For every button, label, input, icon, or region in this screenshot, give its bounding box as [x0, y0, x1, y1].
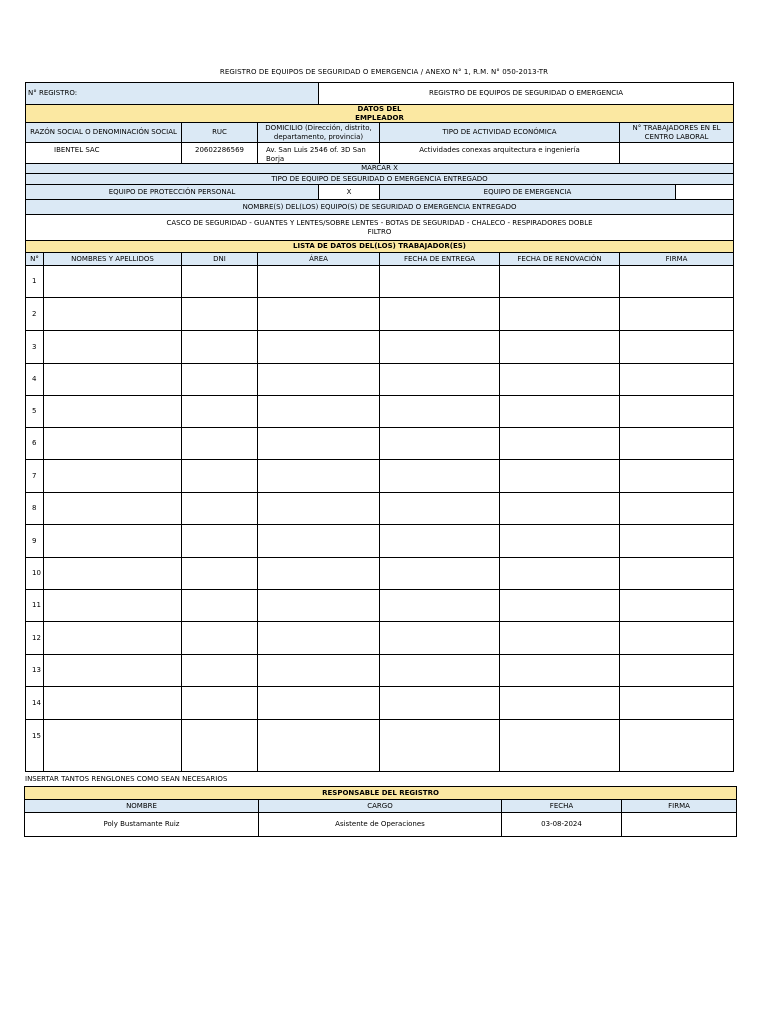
epp-label: EQUIPO DE PROTECCIÓN PERSONAL: [26, 185, 319, 200]
row-fecha-entrega-cell[interactable]: [380, 687, 500, 720]
row-dni-cell[interactable]: [182, 364, 258, 396]
insert-rows-note: INSERTAR TANTOS RENGLONES COMO SEAN NECESARIOS: [25, 775, 228, 783]
row-nombres-cell[interactable]: [44, 720, 182, 772]
row-fecha-entrega-cell[interactable]: [380, 558, 500, 590]
row-nombres-cell[interactable]: [44, 266, 182, 298]
workers-header-row: [26, 253, 734, 266]
col-resp-firma: FIRMA: [622, 800, 737, 813]
table-row: [26, 525, 734, 558]
row-nombres-cell[interactable]: [44, 364, 182, 396]
row-number: 11: [26, 590, 44, 622]
responsable-nombre-value: Poly Bustamante Ruiz: [25, 813, 259, 837]
row-area-cell[interactable]: [258, 493, 380, 525]
col-nombres: NOMBRES Y APELLIDOS: [44, 253, 182, 266]
row-fecha-entrega-cell[interactable]: [380, 331, 500, 364]
workers-section-title: LISTA DE DATOS DEL(LOS) TRABAJADOR(ES): [26, 241, 734, 253]
row-dni-cell[interactable]: [182, 720, 258, 772]
responsable-table: [24, 786, 737, 837]
row-area-cell[interactable]: [258, 622, 380, 655]
epp-mark[interactable]: X: [319, 185, 380, 200]
row-firma-cell[interactable]: [620, 396, 734, 428]
table-row: [26, 460, 734, 493]
col-domicilio: DOMICILIO (Dirección, distrito, departamento, provincia): [258, 123, 380, 143]
row-nombres-cell[interactable]: [44, 396, 182, 428]
table-row: [26, 720, 734, 772]
row-nombres-cell[interactable]: [44, 331, 182, 364]
row-fecha-renovacion-cell[interactable]: [500, 720, 620, 772]
row-area-cell[interactable]: [258, 364, 380, 396]
row-fecha-entrega-cell[interactable]: [380, 460, 500, 493]
row-firma-cell[interactable]: [620, 687, 734, 720]
row-area-cell[interactable]: [258, 331, 380, 364]
row-fecha-entrega-cell[interactable]: [380, 590, 500, 622]
row-firma-cell[interactable]: [620, 364, 734, 396]
row-dni-cell[interactable]: [182, 655, 258, 687]
col-area: ÁREA: [258, 253, 380, 266]
col-ruc: RUC: [182, 123, 258, 143]
row-fecha-renovacion-cell[interactable]: [500, 396, 620, 428]
table-row: [26, 687, 734, 720]
row-fecha-entrega-cell[interactable]: [380, 493, 500, 525]
col-resp-cargo: CARGO: [259, 800, 502, 813]
col-razon-social: RAZÓN SOCIAL O DENOMINACIÓN SOCIAL: [26, 123, 182, 143]
emergencia-mark[interactable]: [676, 185, 734, 200]
col-dni: DNI: [182, 253, 258, 266]
row-area-cell[interactable]: [258, 428, 380, 460]
row-dni-cell[interactable]: [182, 428, 258, 460]
row-firma-cell[interactable]: [620, 622, 734, 655]
row-firma-cell[interactable]: [620, 428, 734, 460]
row-firma-cell[interactable]: [620, 558, 734, 590]
col-firma: FIRMA: [620, 253, 734, 266]
row-area-cell[interactable]: [258, 720, 380, 772]
row-fecha-entrega-cell[interactable]: [380, 525, 500, 558]
domicilio-value: Av. San Luis 2546 of. 3D San Borja: [258, 143, 380, 164]
responsable-firma-value: [622, 813, 737, 837]
row-fecha-renovacion-cell[interactable]: [500, 525, 620, 558]
row-area-cell[interactable]: [258, 687, 380, 720]
row-number: 7: [26, 460, 44, 493]
row-area-cell[interactable]: [258, 525, 380, 558]
row-firma-cell[interactable]: [620, 460, 734, 493]
row-fecha-renovacion-cell[interactable]: [500, 428, 620, 460]
registro-label: N° REGISTRO:: [26, 83, 319, 105]
row-fecha-entrega-cell[interactable]: [380, 364, 500, 396]
row-fecha-entrega-cell[interactable]: [380, 396, 500, 428]
row-number: 3: [26, 331, 44, 364]
row-dni-cell[interactable]: [182, 687, 258, 720]
row-fecha-renovacion-cell[interactable]: [500, 331, 620, 364]
table-row: [26, 590, 734, 622]
row-number: 13: [26, 655, 44, 687]
col-numero: N°: [26, 253, 44, 266]
col-resp-nombre: NOMBRE: [25, 800, 259, 813]
row-dni-cell[interactable]: [182, 493, 258, 525]
row-fecha-entrega-cell[interactable]: [380, 428, 500, 460]
row-number: 2: [26, 298, 44, 331]
row-nombres-cell[interactable]: [44, 687, 182, 720]
responsable-section-title: RESPONSABLE DEL REGISTRO: [25, 787, 737, 800]
row-fecha-entrega-cell[interactable]: [380, 655, 500, 687]
row-dni-cell[interactable]: [182, 460, 258, 493]
table-row: [26, 622, 734, 655]
row-dni-cell[interactable]: [182, 622, 258, 655]
row-firma-cell[interactable]: [620, 655, 734, 687]
row-number: 15: [26, 720, 44, 772]
row-nombres-cell[interactable]: [44, 460, 182, 493]
ruc-value: 20602286569: [182, 143, 258, 164]
trabajadores-value: [620, 143, 734, 164]
row-dni-cell[interactable]: [182, 396, 258, 428]
tipo-equipo-title: TIPO DE EQUIPO DE SEGURIDAD O EMERGENCIA ENTREGADO: [26, 174, 734, 185]
row-number: 8: [26, 493, 44, 525]
nombres-equipos-title: NOMBRE(S) DEL(LOS) EQUIPO(S) DE SEGURIDAD O EMERGENCIA ENTREGADO: [26, 200, 734, 215]
row-firma-cell[interactable]: [620, 493, 734, 525]
row-area-cell[interactable]: [258, 460, 380, 493]
row-fecha-renovacion-cell[interactable]: [500, 622, 620, 655]
row-dni-cell[interactable]: [182, 525, 258, 558]
row-dni-cell[interactable]: [182, 558, 258, 590]
col-actividad: TIPO DE ACTIVIDAD ECONÓMICA: [380, 123, 620, 143]
row-fecha-entrega-cell[interactable]: [380, 298, 500, 331]
row-fecha-renovacion-cell[interactable]: [500, 364, 620, 396]
razon-social-value: IBENTEL SAC: [26, 143, 182, 164]
row-dni-cell[interactable]: [182, 266, 258, 298]
row-fecha-renovacion-cell[interactable]: [500, 590, 620, 622]
row-number: 10: [26, 558, 44, 590]
table-row: [26, 396, 734, 428]
row-fecha-renovacion-cell[interactable]: [500, 655, 620, 687]
row-fecha-entrega-cell[interactable]: [380, 622, 500, 655]
row-area-cell[interactable]: [258, 655, 380, 687]
row-number: 14: [26, 687, 44, 720]
table-row: [26, 558, 734, 590]
row-nombres-cell[interactable]: [44, 525, 182, 558]
row-fecha-entrega-cell[interactable]: [380, 266, 500, 298]
col-trabajadores: N° TRABAJADORES EN EL CENTRO LABORAL: [620, 123, 734, 143]
row-dni-cell[interactable]: [182, 590, 258, 622]
row-fecha-renovacion-cell[interactable]: [500, 687, 620, 720]
row-area-cell[interactable]: [258, 266, 380, 298]
row-dni-cell[interactable]: [182, 298, 258, 331]
marcar-x-label: MARCAR X: [26, 164, 734, 174]
row-firma-cell[interactable]: [620, 331, 734, 364]
row-area-cell[interactable]: [258, 396, 380, 428]
row-firma-cell[interactable]: [620, 720, 734, 772]
row-nombres-cell[interactable]: [44, 298, 182, 331]
row-area-cell[interactable]: [258, 558, 380, 590]
row-nombres-cell[interactable]: [44, 428, 182, 460]
emergencia-label: EQUIPO DE EMERGENCIA: [380, 185, 676, 200]
row-number: 9: [26, 525, 44, 558]
table-row: [26, 493, 734, 525]
nombres-equipos-value: CASCO DE SEGURIDAD - GUANTES Y LENTES/SOBRE LENTES - BOTAS DE SEGURIDAD - CHALECO - RESPIRADORES DOBLE FILTRO: [26, 215, 734, 241]
row-fecha-renovacion-cell[interactable]: [500, 493, 620, 525]
responsable-cargo-value: Asistente de Operaciones: [259, 813, 502, 837]
row-dni-cell[interactable]: [182, 331, 258, 364]
row-number: 12: [26, 622, 44, 655]
row-nombres-cell[interactable]: [44, 558, 182, 590]
form-title: REGISTRO DE EQUIPOS DE SEGURIDAD O EMERGENCIA: [319, 83, 734, 105]
row-firma-cell[interactable]: [620, 590, 734, 622]
table-row: [26, 266, 734, 298]
row-firma-cell[interactable]: [620, 298, 734, 331]
row-fecha-renovacion-cell[interactable]: [500, 460, 620, 493]
col-fecha-entrega: FECHA DE ENTREGA: [380, 253, 500, 266]
employer-section-title: DATOS DEL EMPLEADOR: [26, 105, 734, 123]
col-resp-fecha: FECHA: [502, 800, 622, 813]
table-row: [26, 428, 734, 460]
table-row: [26, 655, 734, 687]
row-firma-cell[interactable]: [620, 266, 734, 298]
row-number: 4: [26, 364, 44, 396]
document-title: REGISTRO DE EQUIPOS DE SEGURIDAD O EMERGENCIA / ANEXO N° 1, R.M. N° 050-2013-TR: [219, 68, 549, 76]
row-nombres-cell[interactable]: [44, 655, 182, 687]
row-firma-cell[interactable]: [620, 525, 734, 558]
row-nombres-cell[interactable]: [44, 590, 182, 622]
row-fecha-entrega-cell[interactable]: [380, 720, 500, 772]
row-area-cell[interactable]: [258, 590, 380, 622]
responsable-fecha-value: 03-08-2024: [502, 813, 622, 837]
row-fecha-renovacion-cell[interactable]: [500, 558, 620, 590]
col-fecha-renovacion: FECHA DE RENOVACIÓN: [500, 253, 620, 266]
row-area-cell[interactable]: [258, 298, 380, 331]
table-row: [26, 364, 734, 396]
row-number: 5: [26, 396, 44, 428]
row-number: 6: [26, 428, 44, 460]
table-row: [26, 331, 734, 364]
registro-table: [25, 82, 734, 772]
row-nombres-cell[interactable]: [44, 622, 182, 655]
row-number: 1: [26, 266, 44, 298]
row-fecha-renovacion-cell[interactable]: [500, 298, 620, 331]
table-row: [26, 298, 734, 331]
actividad-value: Actividades conexas arquitectura e ingeniería: [380, 143, 620, 164]
row-fecha-renovacion-cell[interactable]: [500, 266, 620, 298]
row-nombres-cell[interactable]: [44, 493, 182, 525]
